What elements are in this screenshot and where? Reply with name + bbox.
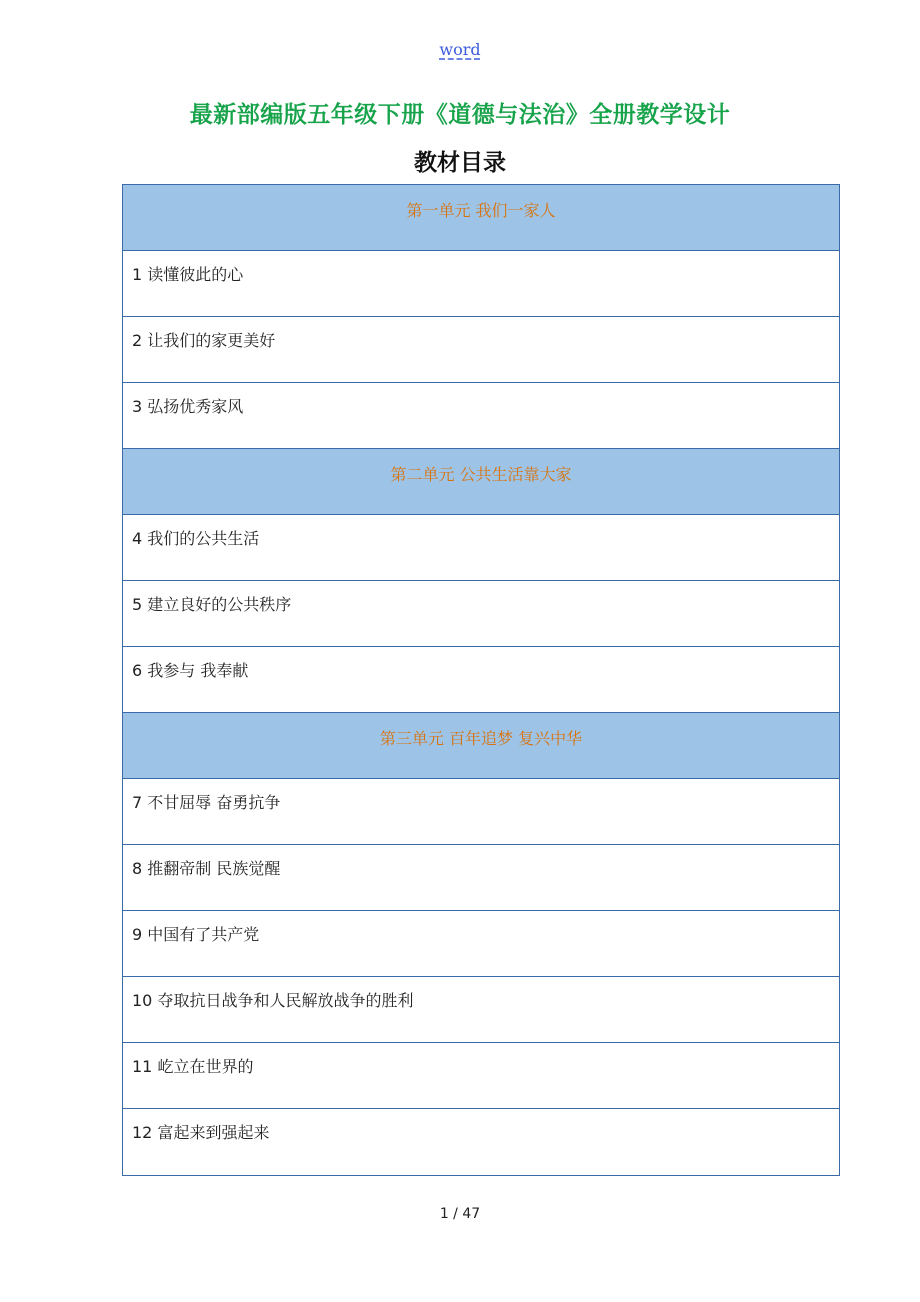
lesson-title: 2 让我们的家更美好 bbox=[132, 331, 276, 350]
toc-lesson-row bbox=[123, 1109, 839, 1175]
document-title: 最新部编版五年级下册《道德与法治》全册教学设计 bbox=[189, 102, 731, 128]
toc-heading: 教材目录 bbox=[414, 150, 506, 176]
toc-unit-row bbox=[123, 713, 839, 779]
lesson-title: 3 弘扬优秀家风 bbox=[132, 397, 244, 416]
word-link[interactable]: word bbox=[439, 40, 481, 59]
toc-lesson-row bbox=[123, 977, 839, 1043]
page-number: 1 / 47 bbox=[439, 1206, 481, 1222]
toc-unit-row bbox=[123, 449, 839, 515]
lesson-title: 11 屹立在世界的 bbox=[132, 1057, 254, 1076]
lesson-title: 4 我们的公共生活 bbox=[132, 529, 260, 548]
toc-lesson-row bbox=[123, 251, 839, 317]
unit-title: 第三单元 百年追梦 复兴中华 bbox=[379, 729, 583, 748]
lesson-title: 1 读懂彼此的心 bbox=[132, 265, 244, 284]
toc-lesson-row bbox=[123, 515, 839, 581]
lesson-title: 10 夺取抗日战争和人民解放战争的胜利 bbox=[132, 991, 414, 1010]
lesson-title: 9 中国有了共产党 bbox=[132, 925, 260, 944]
toc-lesson-row bbox=[123, 581, 839, 647]
toc-lesson-row bbox=[123, 845, 839, 911]
toc-lesson-row bbox=[123, 779, 839, 845]
page-header bbox=[0, 40, 920, 59]
lesson-title: 6 我参与 我奉献 bbox=[132, 661, 249, 680]
unit-title: 第二单元 公共生活靠大家 bbox=[390, 465, 572, 484]
lesson-title: 5 建立良好的公共秩序 bbox=[132, 595, 292, 614]
toc-lesson-row bbox=[123, 383, 839, 449]
toc-table bbox=[122, 184, 840, 1176]
toc-lesson-row bbox=[123, 911, 839, 977]
lesson-title: 7 不甘屈辱 奋勇抗争 bbox=[132, 793, 281, 812]
toc-lesson-row bbox=[123, 317, 839, 383]
lesson-title: 8 推翻帝制 民族觉醒 bbox=[132, 859, 281, 878]
lesson-title: 12 富起来到强起来 bbox=[132, 1123, 270, 1142]
unit-title: 第一单元 我们一家人 bbox=[406, 201, 556, 220]
toc-lesson-row bbox=[123, 1043, 839, 1109]
toc-unit-row bbox=[123, 185, 839, 251]
toc-lesson-row bbox=[123, 647, 839, 713]
